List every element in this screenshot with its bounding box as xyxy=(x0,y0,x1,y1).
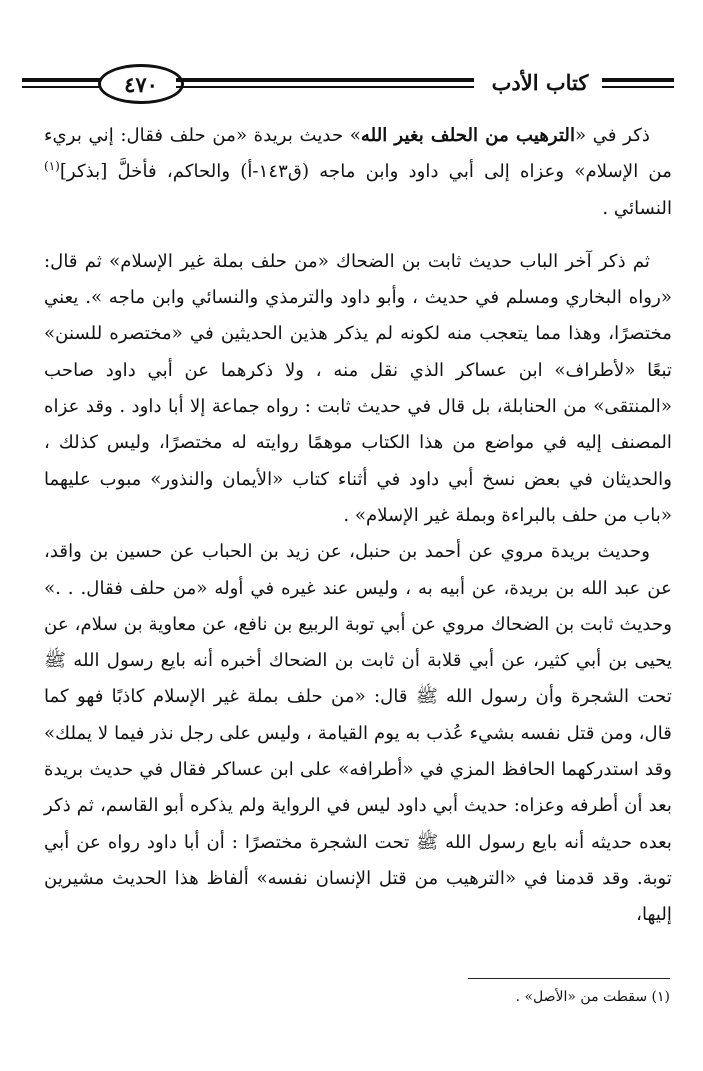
book-title: كتاب الأدب xyxy=(491,70,589,95)
header-rule xyxy=(176,86,474,88)
paragraph-3: وحديث بريدة مروي عن أحمد بن حنبل، عن زيد بن الحباب عن حسين بن واقد، عن عبد الله بن بريدة، عن أبيه به ، وليس عند غيره في أوله «من حلف فقال. . .» وحديث ثابت بن الضحاك مروي عن أبي توبة الربيع بن نافع، عن معاوية بن سلام، عن يحيى بن أبي كثير، عن أبي قلابة أن ثابت بن الضحاك أخبره أنه بايع رسول الله ﷺ تحت الشجرة وأن رسول الله ﷺ قال: «من حلف بملة غير الإسلام كاذبًا فهو كما قال، ومن قتل نفسه بشيء عُذب به يوم القيامة ، وليس على رجل نذر فيما لا يملك» وقد استدركهما الحافظ المزي في «أطرافه» على ابن عساكر فقال في حديث بريدة بعد أن أطرفه وعزاه: حديث أبي داود ليس في الرواية ولم يذكره أبو القاسم، ثم ذكر بعده حديثه أنه بايع رسول الله ﷺ تحت الشجرة مختصرًا : أن أبا داود رواه عن أبي توبة. وقد قدمنا في «الترهيب من قتل الإنسان نفسه» ألفاظ هذا الحديث مشيرين إليها، xyxy=(44,541,672,926)
text-run: النسائي . xyxy=(602,197,672,219)
chapter-reference: الترهيب من الحلف بغير الله xyxy=(360,125,576,146)
header-rule xyxy=(602,86,674,88)
header-rule xyxy=(602,78,674,82)
footnote-separator xyxy=(468,978,670,979)
header-rule xyxy=(22,78,100,82)
text-run: ذكر في « xyxy=(575,125,650,146)
text-run: » حديث بريدة «من حلف فقال: إني بريء من الإسلام» وعزاه إلى أبي داود وابن ماجه (ق١٤٣-أ) والحاكم، فأخلَّ [بذكر] xyxy=(44,125,672,183)
paragraph-1 xyxy=(44,118,672,227)
footnote-1: (١) سقطت من «الأصل» . xyxy=(515,989,670,1005)
footnote-marker: (١) xyxy=(44,159,60,174)
page-number: ٤٧٠ xyxy=(98,64,184,104)
header-rule xyxy=(22,86,100,88)
header-rule xyxy=(176,78,474,82)
paragraph-2: ثم ذكر آخر الباب حديث ثابت بن الضحاك «من حلف بملة غير الإسلام» ثم قال: «رواه البخاري ومسلم في حديث ، وأبو داود والترمذي والنسائي وابن ماجه ». يعني مختصرًا، وهذا مما يتعجب منه لكونه لم يذكر هذين الحديثين في «مختصره للسنن» تبعًا «لأطراف» ابن عساكر الذي نقل منه ، ولا ذكرهما عن أبي داود صاحب «المنتقى» من الحنابلة، بل قال في حديث ثابت : رواه جماعة إلا أبا داود . وقد عزاه المصنف إليه في مواضع من هذا الكتاب موهمًا روايته له مختصرًا، وليس كذلك ، والحديثان في بعض نسخ أبي داود في أثناء كتاب «الأيمان والنذور» مبوب عليهما «باب من حلف بالبراءة وبملة غير الإسلام» . xyxy=(44,250,672,526)
main-text xyxy=(44,118,672,934)
page-header xyxy=(14,52,684,120)
